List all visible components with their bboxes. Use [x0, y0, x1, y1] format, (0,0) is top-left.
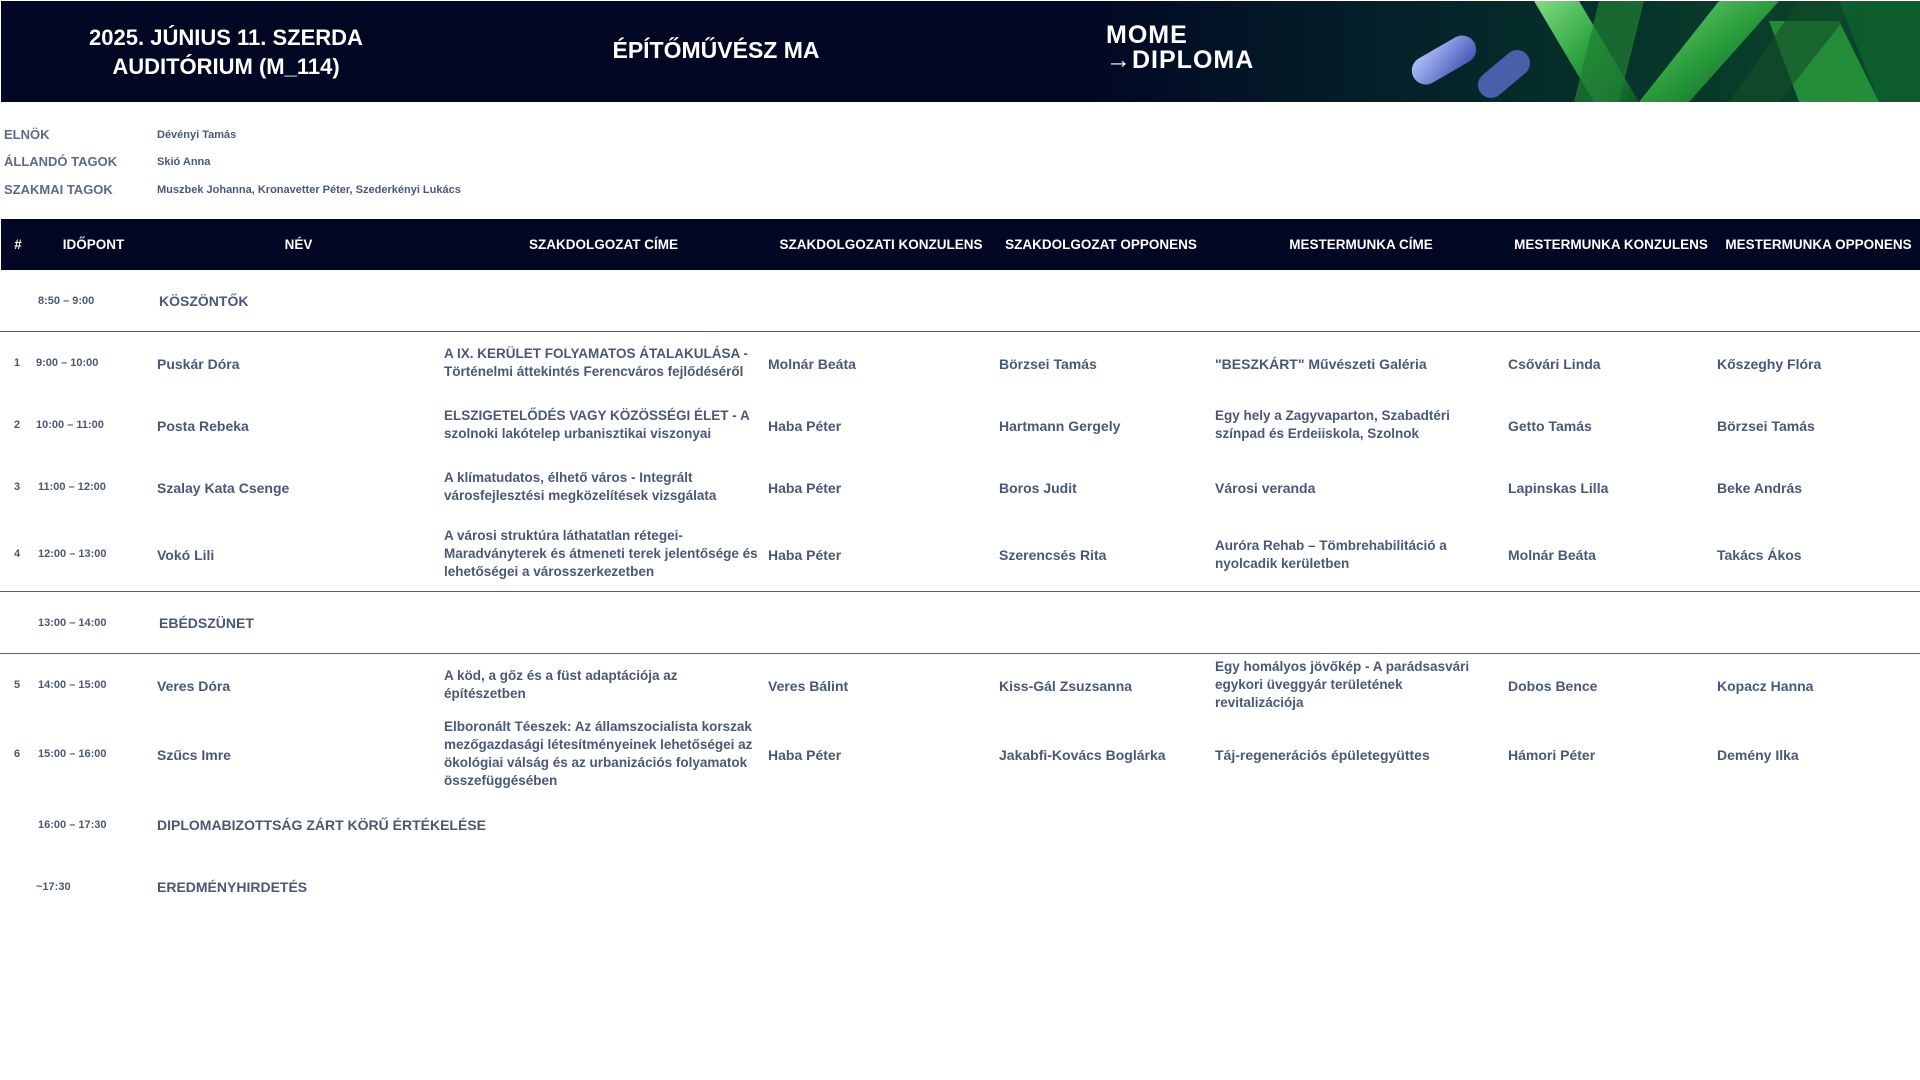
divider — [0, 653, 1920, 654]
row-number: 6 — [14, 748, 21, 760]
student-name: Posta Rebeka — [157, 418, 249, 434]
master-title: Városi veranda — [1215, 480, 1316, 496]
thesis-title: Elboronált Téeszek: Az államszocialista korszak mezőgazdasági létesítményeinek lehetőségei az ökológiai válság és az urbanizációs folyamatok összefüggésében — [444, 719, 753, 788]
column-header-master-opponent: MESTERMUNKA OPPONENS — [1725, 237, 1912, 252]
thesis-consultant: Haba Péter — [768, 747, 842, 763]
break-label: EREDMÉNYHIRDETÉS — [157, 879, 308, 895]
logo-diploma-text: DIPLOMA — [1132, 46, 1255, 74]
master-title: Egy homályos jövőkép - A parádsasvári egykori üveggyár területének revitalizációja — [1215, 659, 1470, 710]
master-title: Egy hely a Zagyvaparton, Szabadtéri színpad és Erdeiiskola, Szolnok — [1215, 408, 1450, 441]
row-time: 12:00 – 13:00 — [38, 548, 107, 560]
thesis-consultant: Haba Péter — [768, 418, 842, 434]
student-name: Veres Dóra — [157, 678, 231, 694]
thesis-consultant: Haba Péter — [768, 480, 842, 496]
mome-diploma-logo — [1106, 23, 1254, 73]
thesis-title: A városi struktúra láthatatlan rétegei- Maradványterek és átmeneti terek jelentősége és lehetőségei a városszerkezetben — [444, 528, 758, 579]
master-consultant: Dobos Bence — [1508, 678, 1598, 694]
thesis-title: ELSZIGETELŐDÉS VAGY KÖZÖSSÉGI ÉLET - A szolnoki lakótelep urbanisztikai viszonyai — [444, 408, 750, 441]
thesis-opponent: Hartmann Gergely — [999, 418, 1121, 434]
student-name: Szűcs Imre — [157, 747, 231, 763]
column-header-number: # — [14, 237, 22, 252]
column-header-master-consultant: MESTERMUNKA KONZULENS — [1514, 237, 1708, 252]
student-name: Puskár Dóra — [157, 356, 240, 372]
committee-label: ELNÖK — [4, 127, 50, 142]
column-header-thesis-opponent: SZAKDOLGOZAT OPPONENS — [1005, 237, 1197, 252]
event-date: 2025. JÚNIUS 11. SZERDA — [89, 25, 363, 50]
master-consultant: Csővári Linda — [1508, 356, 1601, 372]
master-title: Auróra Rehab – Tömbrehabilitáció a nyolcadik kerületben — [1215, 538, 1447, 571]
table-header — [1, 219, 1920, 270]
break-label: DIPLOMABIZOTTSÁG ZÁRT KÖRŰ ÉRTÉKELÉSE — [157, 817, 486, 833]
row-number: 5 — [14, 679, 21, 691]
divider — [0, 591, 1920, 592]
row-number: 4 — [14, 548, 21, 560]
column-header-time: IDŐPONT — [62, 237, 125, 252]
master-opponent: Kopacz Hanna — [1717, 678, 1814, 694]
master-consultant: Hámori Péter — [1508, 747, 1596, 763]
program-title: ÉPÍTŐMŰVÉSZ MA — [612, 37, 820, 63]
logo-line-diploma — [1106, 48, 1254, 73]
committee-label: ÁLLANDÓ TAGOK — [4, 154, 118, 169]
row-time: 14:00 – 15:00 — [38, 679, 107, 691]
thesis-opponent: Börzsei Tamás — [999, 356, 1097, 372]
thesis-opponent: Kiss-Gál Zsuzsanna — [999, 678, 1133, 694]
column-header-master-title: MESTERMUNKA CÍME — [1289, 237, 1433, 252]
thesis-title: A IX. KERÜLET FOLYAMATOS ÁTALAKULÁSA - Történelmi áttekintés Ferencváros fejlődéséről — [444, 346, 749, 379]
master-consultant: Molnár Beáta — [1508, 547, 1596, 563]
thesis-opponent: Boros Judit — [999, 480, 1077, 496]
row-time: 10:00 – 11:00 — [36, 419, 104, 431]
column-header-thesis-consultant: SZAKDOLGOZATI KONZULENS — [779, 237, 983, 252]
committee-value: Dévényi Tamás — [157, 129, 237, 141]
row-time: 9:00 – 10:00 — [36, 357, 99, 369]
header-banner — [1, 1, 1920, 102]
master-opponent: Beke András — [1717, 480, 1803, 496]
event-room: AUDITÓRIUM (M_114) — [112, 54, 340, 79]
break-time: ~17:30 — [36, 881, 71, 893]
thesis-title: A klímatudatos, élhető város - Integrált városfejlesztési megközelítések vizsgálata — [444, 470, 717, 503]
student-name: Szalay Kata Csenge — [157, 480, 290, 496]
committee-value: Muszbek Johanna, Kronavetter Péter, Szederkényi Lukács — [157, 184, 461, 196]
thesis-opponent: Jakabfi-Kovács Boglárka — [999, 747, 1166, 763]
break-time: 8:50 – 9:00 — [38, 295, 95, 307]
break-time: 16:00 – 17:30 — [38, 819, 107, 831]
row-time: 15:00 – 16:00 — [38, 748, 107, 760]
event-date-block — [61, 23, 391, 81]
thesis-consultant: Haba Péter — [768, 547, 842, 563]
break-time: 13:00 – 14:00 — [38, 617, 107, 629]
break-label: KÖSZÖNTŐK — [159, 293, 249, 309]
thesis-title: A köd, a gőz és a füst adaptációja az építészetben — [444, 668, 678, 701]
committee-label: SZAKMAI TAGOK — [4, 182, 113, 197]
break-label: EBÉDSZÜNET — [159, 615, 254, 631]
row-time: 11:00 – 12:00 — [38, 481, 106, 493]
master-consultant: Lapinskas Lilla — [1508, 480, 1609, 496]
master-opponent: Takács Ákos — [1717, 547, 1802, 563]
master-opponent: Börzsei Tamás — [1717, 418, 1815, 434]
column-header-thesis-title: SZAKDOLGOZAT CÍME — [529, 237, 678, 252]
thesis-consultant: Veres Bálint — [768, 678, 849, 694]
row-number: 3 — [14, 481, 21, 493]
thesis-consultant: Molnár Beáta — [768, 356, 856, 372]
student-name: Vokó Lili — [157, 547, 215, 563]
arrow-right-icon: → — [1106, 46, 1132, 74]
master-title: "BESZKÁRT" Művészeti Galéria — [1215, 356, 1427, 372]
master-title: Táj-regenerációs épületegyüttes — [1215, 747, 1430, 763]
column-header-name: NÉV — [284, 237, 313, 252]
divider — [0, 331, 1920, 332]
row-number: 1 — [14, 357, 21, 369]
committee-value: Skió Anna — [157, 156, 211, 168]
logo-line-mome: MOME — [1106, 21, 1188, 49]
master-consultant: Getto Tamás — [1508, 418, 1592, 434]
master-opponent: Demény Ilka — [1717, 747, 1799, 763]
row-number: 2 — [14, 419, 21, 431]
thesis-opponent: Szerencsés Rita — [999, 547, 1107, 563]
master-opponent: Kőszeghy Flóra — [1717, 356, 1822, 372]
